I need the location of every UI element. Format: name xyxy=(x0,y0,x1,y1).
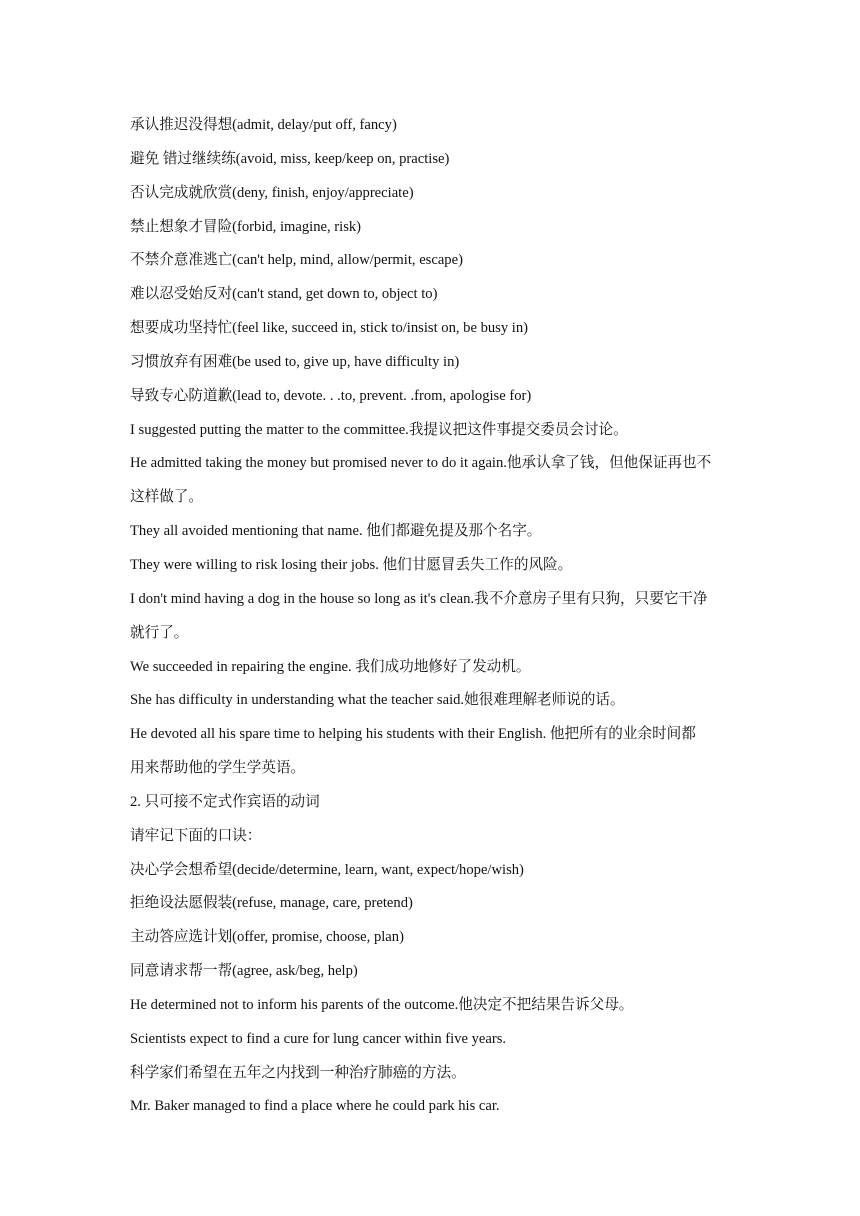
text-line: 导致专心防道歉(lead to, devote. . .to, prevent. .from, apologise for) xyxy=(130,387,532,404)
text-line: 这样做了。 xyxy=(130,489,203,506)
text-line: He admitted taking the money but promised never to do it again.他承认拿了钱，但他保证再也不 xyxy=(130,455,712,472)
text-line: 想要成功坚持忙(feel like, succeed in, stick to/insist on, be busy in) xyxy=(130,320,529,337)
text-line: 禁止想象才冒险(forbid, imagine, risk) xyxy=(130,218,362,235)
text-line: They were willing to risk losing their jobs. 他们甘愿冒丢失工作的风险。 xyxy=(130,556,573,573)
text-line: She has difficulty in understanding what the teacher said.她很难理解老师说的话。 xyxy=(130,692,625,709)
text-line: 拒绝设法愿假装(refuse, manage, care, pretend) xyxy=(130,895,413,912)
text-line: Mr. Baker managed to find a place where he could park his car. xyxy=(130,1098,500,1115)
text-line: 难以忍受始反对(can't stand, get down to, object to) xyxy=(130,286,438,303)
text-line: 避免 错过继续练(avoid, miss, keep/keep on, practise) xyxy=(130,150,450,167)
text-line: They all avoided mentioning that name. 他们都避免提及那个名字。 xyxy=(130,523,542,540)
text-line: 主动答应选计划(offer, promise, choose, plan) xyxy=(130,929,404,946)
text-line: 否认完成就欣赏(deny, finish, enjoy/appreciate) xyxy=(130,184,414,201)
section-heading: 2. 只可接不定式作宾语的动词 xyxy=(130,793,320,810)
text-line: We succeeded in repairing the engine. 我们成功地修好了发动机。 xyxy=(130,658,531,675)
text-line: He determined not to inform his parents of the outcome.他决定不把结果告诉父母。 xyxy=(130,996,634,1013)
text-line: 用来帮助他的学生学英语。 xyxy=(130,760,306,777)
text-line: I don't mind having a dog in the house so long as it's clean.我不介意房子里有只狗，只要它干净 xyxy=(130,590,708,607)
text-line: 同意请求帮一帮(agree, ask/beg, help) xyxy=(130,963,358,980)
text-line: Scientists expect to find a cure for lung cancer within five years. xyxy=(130,1030,507,1047)
text-line: 科学家们希望在五年之内找到一种治疗肺癌的方法。 xyxy=(130,1064,466,1081)
text-line: 承认推迟没得想(admit, delay/put off, fancy) xyxy=(130,117,397,133)
text-line: 就行了。 xyxy=(130,624,189,641)
text-line: 请牢记下面的口诀： xyxy=(130,827,262,844)
text-line: 不禁介意准逃亡(can't help, mind, allow/permit, escape) xyxy=(130,252,463,269)
text-line: He devoted all his spare time to helping his students with their English. 他把所有的业余时间都 xyxy=(130,726,696,743)
text-line: 习惯放弃有困难(be used to, give up, have difficulty in) xyxy=(130,353,460,370)
text-line: 决心学会想希望(decide/determine, learn, want, expect/hope/wish) xyxy=(130,861,524,878)
text-line: I suggested putting the matter to the committee.我提议把这件事提交委员会讨论。 xyxy=(130,421,628,438)
document-body xyxy=(130,109,736,1124)
